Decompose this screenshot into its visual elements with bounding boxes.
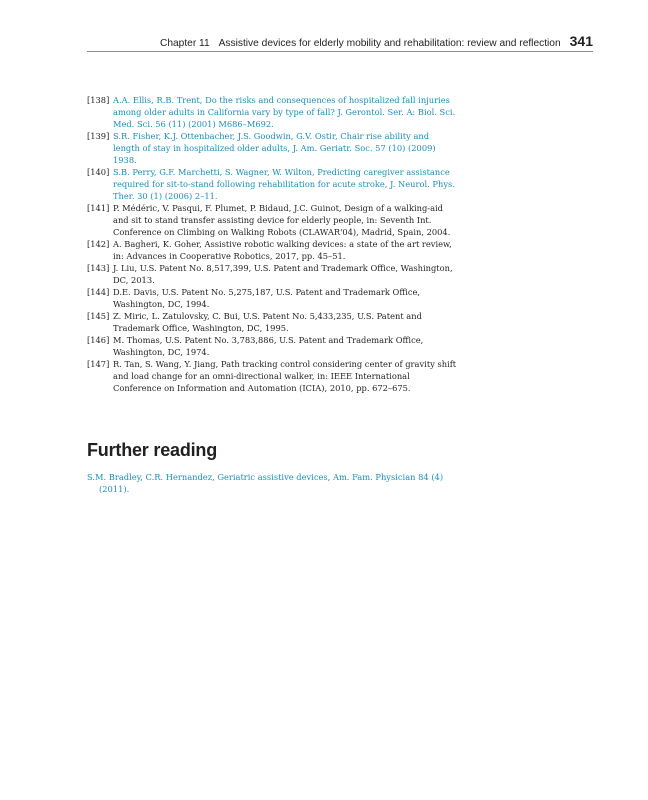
page-number: 341 [569,33,593,49]
reference-list [87,94,457,394]
reference-text: R. Tan, S. Wang, Y. Jiang, Path tracking control considering center of gravity shift and load change for an omni-directional walker, in: IEEE International Conference on Information and Automation (ICIA), 2010, pp. 672–675. [113,359,457,393]
reference-number: [141] [87,203,110,213]
reference-number: [146] [87,335,110,345]
reference-text: A. Bagheri, K. Goher, Assistive robotic walking devices: a state of the art review, in: Advances in Cooperative Robotics, 2017, pp. 45–51. [113,239,452,261]
reference-item [87,286,457,310]
reference-link[interactable]: S.R. Fisher, K.J. Ottenbacher, J.S. Goodwin, G.V. Ostir, Chair rise ability and length of stay in hospitalized older adults, J. Am. Geriatr. Soc. 57 (10) (2009) 1938. [113,131,436,165]
running-head [0,33,593,49]
reference-text: P. Médéric, V. Pasqui, F. Plumet, P. Bidaud, J.C. Guinot, Design of a walking-aid and sit to stand transfer assisting device for elderly people, in: Seventh Int. Conference on Climbing on Walking Robots (CLAWAR'04), Madrid, Spain, 2004. [113,203,451,237]
reference-item [87,262,457,286]
reference-link[interactable]: A.A. Ellis, R.B. Trent, Do the risks and consequences of hospitalized fall injuries among older adults in California vary by type of fall? J. Gerontol. Ser. A: Biol. Sci. Med. Sci. 56 (11) (2001) M686–M692. [113,95,456,129]
further-reading-heading: Further reading [87,440,218,460]
reference-text: D.E. Davis, U.S. Patent No. 5,275,187, U.S. Patent and Trademark Office, Washington, DC, 1994. [113,287,421,309]
reference-number: [140] [87,167,110,177]
reference-text: J. Liu, U.S. Patent No. 8,517,399, U.S. Patent and Trademark Office, Washington, DC, 2013. [113,263,453,285]
reference-item [87,334,457,358]
reference-link[interactable]: S.B. Perry, G.F. Marchetti, S. Wagner, W. Wilton, Predicting caregiver assistance required for sit-to-stand following rehabilitation for acute stroke, J. Neurol. Phys. Ther. 30 (1) (2006) 2–11. [113,167,455,201]
reference-item [87,166,457,202]
header-rule [87,51,593,52]
reference-item [87,358,457,394]
reference-item [87,130,457,166]
reference-item [87,310,457,334]
chapter-title: Assistive devices for elderly mobility and rehabilitation: review and reflection [218,38,561,49]
reference-number: [147] [87,359,110,369]
reference-number: [145] [87,311,110,321]
reference-number: [139] [87,131,110,141]
reference-number: [142] [87,239,110,249]
reference-text: M. Thomas, U.S. Patent No. 3,783,886, U.S. Patent and Trademark Office, Washington, DC, 1974. [113,335,424,357]
reference-item [87,202,457,238]
reference-item [87,238,457,262]
reference-number: [143] [87,263,110,273]
reference-number: [138] [87,95,110,105]
reference-text: Z. Miric, L. Zatulovsky, C. Bui, U.S. Patent No. 5,433,235, U.S. Patent and Trademark Office, Washington, DC, 1995. [113,311,422,333]
further-reading-link[interactable]: S.M. Bradley, C.R. Hernandez, Geriatric assistive devices, Am. Fam. Physician 84 (4) (2011). [87,472,444,494]
reference-number: [144] [87,287,110,297]
chapter-label: Chapter 11 [159,38,210,49]
reference-item [87,94,457,130]
